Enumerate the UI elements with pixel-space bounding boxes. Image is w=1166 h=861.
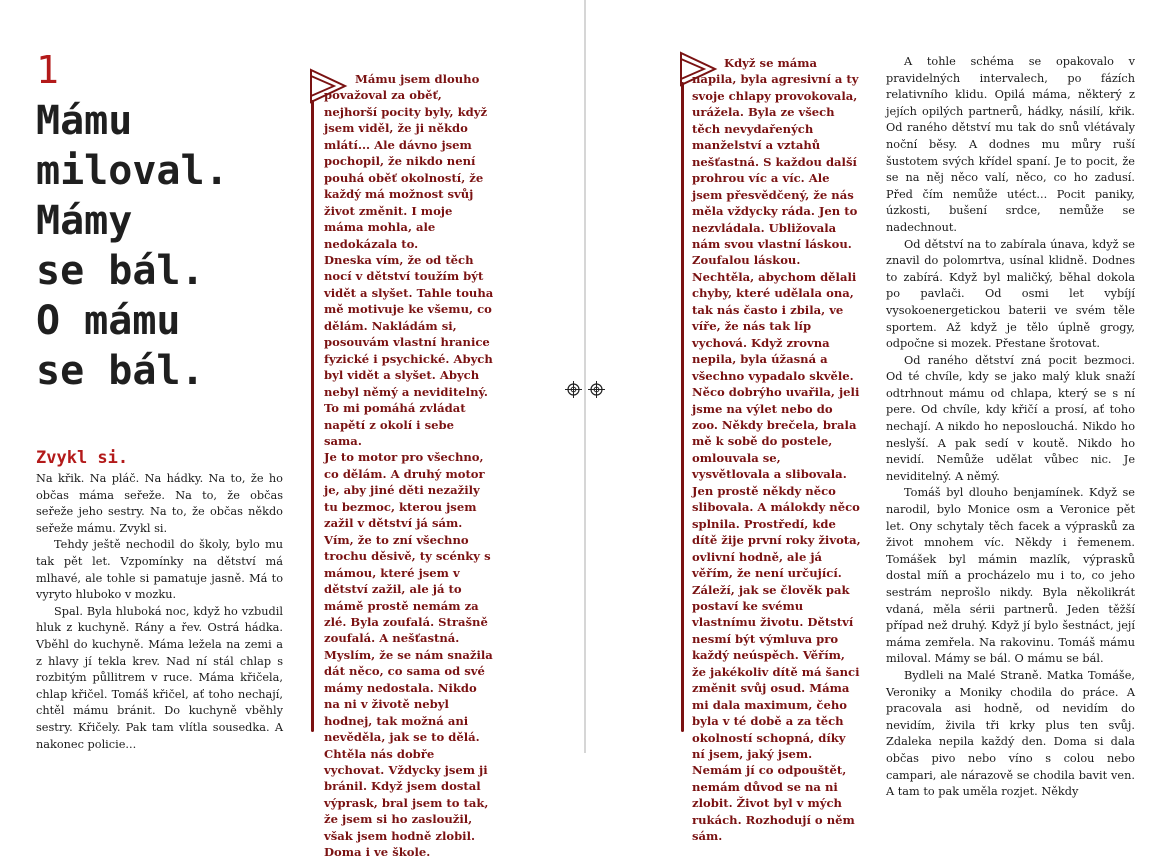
chapter-title-line: Mámy [36, 198, 133, 244]
quote-paragraph: Je to motor pro všechno, co dělám. A druhý motor je, aby jiné děti nezažily tu bezmoc, kterou jsem zažil v dětství já sám. Vím, že to zní všechno trochu děsivě, ty scénky s mámou, které jsem v dětství zažil, ale já to mámě prostě nemám za zlé. Byla zoufalá. Strašně zoufalá. A nešťastná. Myslím, že se nám snažila dát něco, co sama od své mámy nedostala. Nikdo na ni v životě nebyl hodnej, tak možná ani nevěděla, jak se to dělá. Chtěla nás dobře vychovat. Vždycky jsem ji bránil. Když jsem dostal výprask, bral jsem to tak, že jsem si ho zasloužil, však jsem hodně zlobil. Doma i ve škole. [324, 450, 493, 860]
left-body-column [36, 471, 283, 753]
body-paragraph: Na křik. Na pláč. Na hádky. Na to, že ho občas máma seřeže. Na to, že občas seřeže jeho sestry. Na to, že občas někdo seřeže mámu. Zvykl si. [36, 472, 283, 535]
chapter-title-line: Mámu [36, 98, 133, 144]
body-paragraph: Spal. Byla hluboká noc, když ho vzbudil hluk z kuchyně. Rány a řev. Ostrá hádka. Vběhl do kuchyně. Máma ležela na zemi a z hlavy jí tekla krev. Nad ní stál chlap s rozbitým půllitrem v ruce. Máma křičela, chlap křičel. Tomáš křičel, ať toho nechají, chtěl mámu bránit. Do kuchyně vběhly sestry. Křičely. Pak tam vlítla sousedka. A nakonec policie... [36, 604, 283, 751]
chapter-title-line: se bál. [36, 348, 205, 394]
chapter-title-line: O mámu [36, 298, 181, 344]
left-quote-column [324, 71, 494, 861]
chapter-number: 1 [36, 48, 59, 92]
right-body-column [886, 54, 1135, 801]
right-quote-column [692, 55, 862, 845]
registration-mark-icon [565, 381, 582, 398]
body-paragraph: A tohle schéma se opakovalo v pravidelných intervalech, po fázích relativního klidu. Opilá máma, některý z jejích opilých partnerů, hádky, násilí, křik. Od raného dětství mu tak do snů vlétávaly noční běsy. A dodnes mu můry ruší šustotem svých křídel spaní. Je to pocit, že se na něj něco valí, něco, co ho zadusí. Před čím nemůže utéct... Pocit paniky, úzkosti, bušení srdce, nemůže se nadechnout. [886, 55, 1135, 234]
quote-paragraph: Nechtěla, abychom dělali chyby, které udělala ona, tak nás často i zbila, ve víře, že nás tak líp vychová. Když zrovna nepila, byla úžasná a všechno vypadalo skvěle. Něco dobrýho uvařila, jeli jsme na výlet nebo do zoo. Někdy brečela, brala mě k sobě do postele, omlouvala se, vysvětlovala a slibovala. Jen prostě někdy něco slibovala. A málokdy něco splnila. Prostředí, kde dítě žije první roky života, ovlivní hodně, ale já věřím, že není určující. Záleží, jak se člověk pak postaví ke svému vlastnímu životu. Dětství nesmí být výmluva pro každý neúspěch. Věřím, že jakékoliv dítě má šanci změnit svůj osud. Máma mi dala maximum, čeho byla v té době a za těch okolností schopná, díky ní jsem, jaký jsem. Nemám jí co odpouštět, nemám důvod se na ni zlobit. Život byl v mých rukách. Rozhodují o něm sám. [692, 269, 861, 844]
page-spine [584, 0, 586, 753]
chapter-title-line: se bál. [36, 248, 205, 294]
body-paragraph: Tehdy ještě nechodil do školy, bylo mu tak pět let. Vzpomínky na dětství má mlhavé, ale tohle si pamatuje jasně. Má to vyryto hluboko v mozku. [36, 538, 283, 602]
body-paragraph: Bydleli na Malé Straně. Matka Tomáše, Veroniky a Moniky chodila do práce. A pracovala asi hodně, od nevidím do nevidím, živila tři krky plus ten svůj. Zdaleka nepila každý den. Doma si dala občas pivo nebo víno s colou nebo campari, ale nárazově se chodila bavit ven. A tam to pak uměla rozjet. Někdy [886, 668, 1135, 799]
quote-rule [681, 82, 684, 732]
quote-rule [311, 100, 314, 732]
registration-mark-icon [588, 381, 605, 398]
chapter-title [36, 96, 286, 396]
body-paragraph: Tomáš byl dlouho benjamínek. Když se narodil, bylo Monice osm a Veronice pět let. Ony schytaly těch facek a výprasků za život mnohem víc. Někdy i řemenem. Tomášek byl mámin mazlík, výprasků dostal míň a procházelo mu i to, co jeho sestrám neprošlo nikdy. Byla několikrát vdaná, měla sérii partnerů. Jeden těžší případ než druhý. Když jí bylo šestnáct, její máma zemřela. Na rakovinu. Tomáš mámu miloval. Mámy se bál. O mámu se bál. [886, 486, 1135, 666]
chapter-title-line: miloval. [36, 148, 229, 194]
quote-paragraph: Mámu jsem dlouho považoval za oběť, nejhorší pocity byly, když jsem viděl, že ji někdo mlátí... Ale dávno jsem pochopil, že nikdo není pouhá oběť okolností, že každý má možnost svůj život změnit. I moje máma mohla, ale nedokázala to. [324, 72, 488, 251]
quote-paragraph: Dneska vím, že od těch nocí v dětství toužím být vidět a slyšet. Tahle touha mě motivuje ke všemu, co dělám. Nakládám si, posouvám vlastní hranice fyzické i psychické. Abych byl vidět a slyšet. Abych nebyl němý a neviditelný. To mi pomáhá zvládat napětí z okolí i sebe sama. [324, 252, 494, 448]
subheading: Zvykl si. [36, 448, 129, 468]
quote-paragraph: Když se máma napila, byla agresivní a ty svoje chlapy provokovala, urážela. Byla ze všech těch nevydařených manželství a vztahů nešťastná. S každou další prohrou víc a víc. Ale jsem přesvědčený, že nás měla vždycky ráda. Jen to nezvládala. Ubližovala nám svou vlastní láskou. Zoufalou láskou. [692, 56, 859, 268]
body-paragraph: Od raného dětství zná pocit bezmoci. Od té chvíle, kdy se jako malý kluk snaží odtrhnout mámu od chlapa, který se s ní pere. Od chvíle, kdy křičí a prosí, ať toho nechají. A nikdo ho neposlouchá. Nikdo ho neslyší. A pak sedí v koutě. Nikdo ho nevidí. Nemůže udělat vůbec nic. Je neviditelný. A němý. [886, 353, 1135, 483]
body-paragraph: Od dětství na to zabírala únava, když se znavil do polomrtva, usínal klidně. Dodnes to zabírá. Když byl maličký, běhal dokola po pavlači. Od osmi let vybíjí vysokoenergetickou baterii ve svém těle sportem. Až když je tělo úplně grogy, odpočne si mozek. Přestane šrotovat. [886, 237, 1135, 351]
